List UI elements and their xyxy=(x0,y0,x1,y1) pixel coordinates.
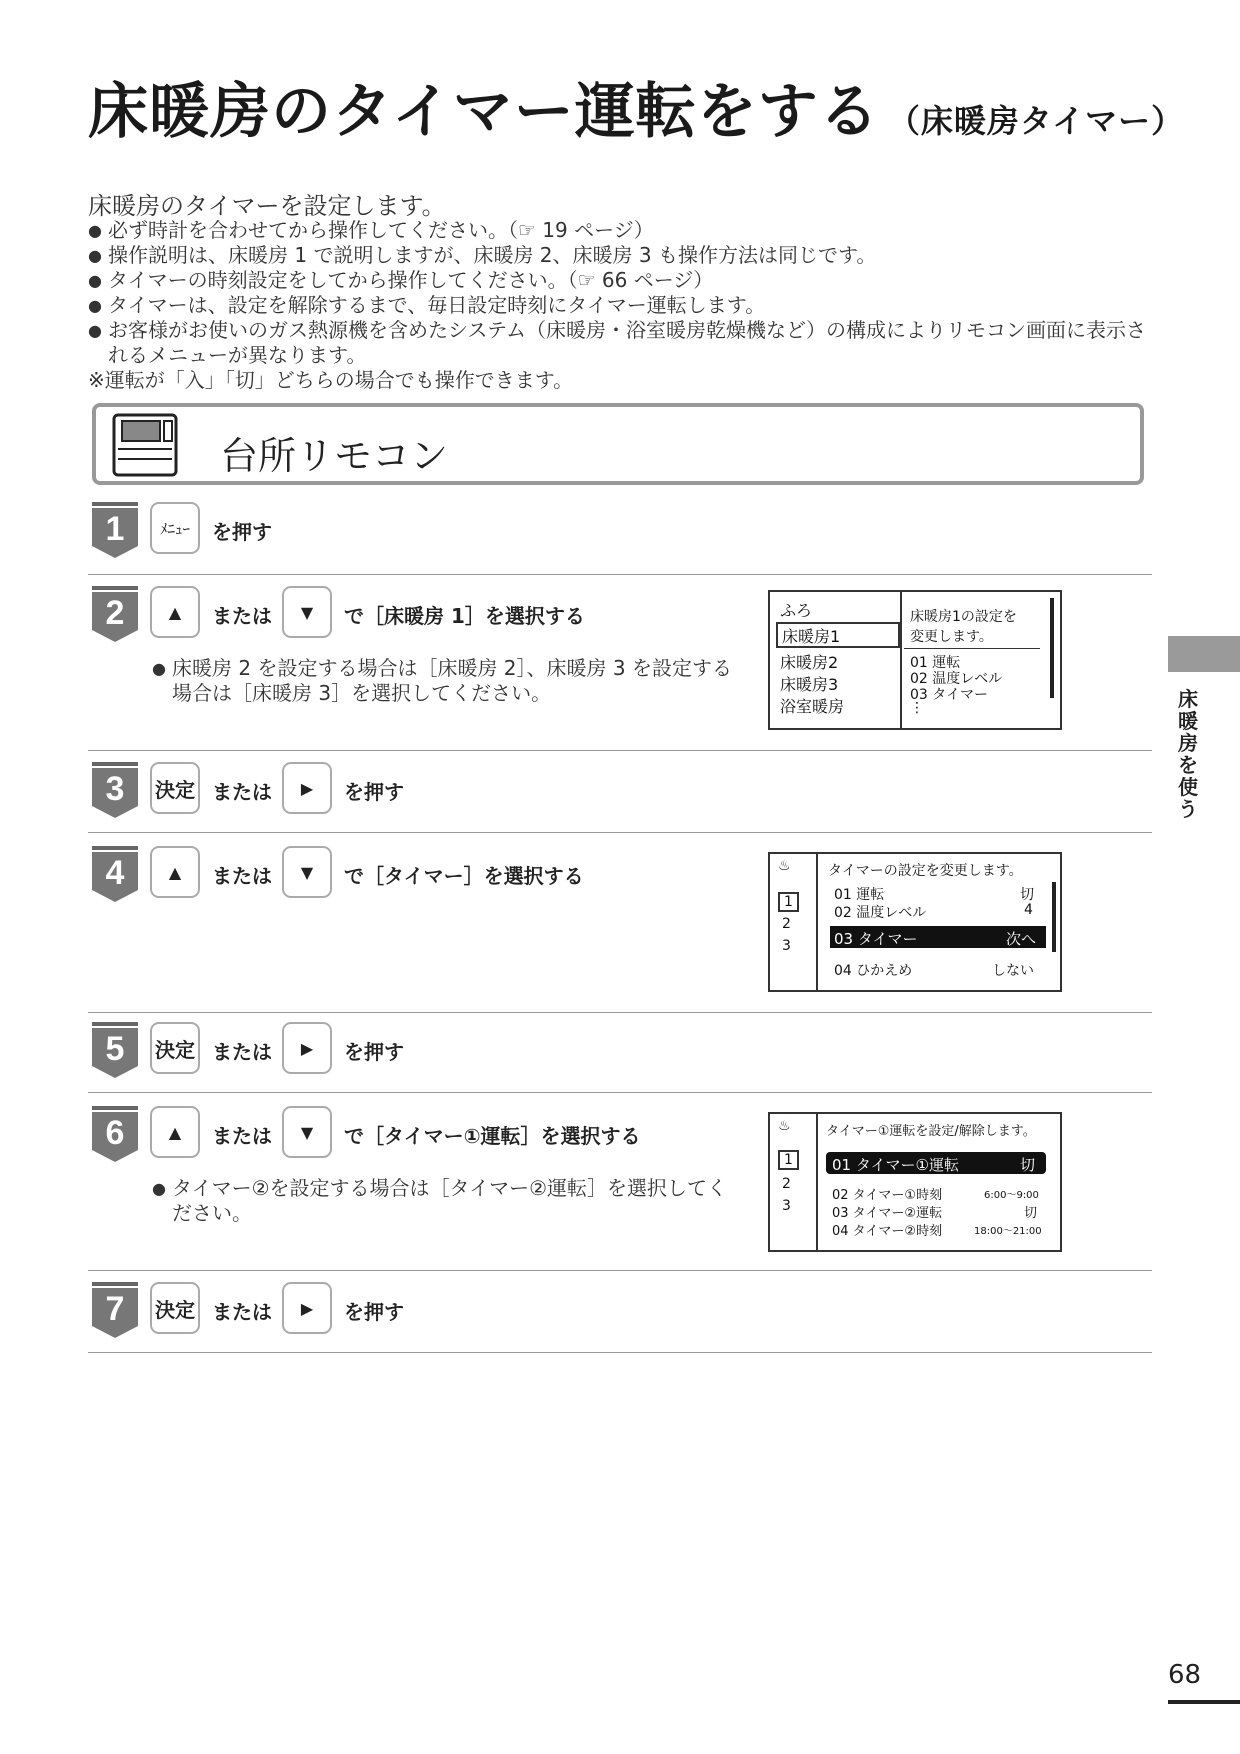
screen-row-value: 18:00～21:00 xyxy=(974,1226,1042,1237)
svg-text:1: 1 xyxy=(105,510,125,548)
floor-heat-tab: 1 xyxy=(778,892,799,912)
step-number-badge xyxy=(92,1282,140,1338)
step-instruction: を押す xyxy=(344,780,404,804)
page-number-underline xyxy=(1168,1700,1240,1704)
screen-row-label: 02 タイマー①時刻 xyxy=(832,1188,943,1203)
kettei-key[interactable]: 決定 xyxy=(150,1282,200,1334)
screen-option: ⋮ xyxy=(910,700,924,716)
screen-row-label: 03 タイマー②運転 xyxy=(832,1206,943,1221)
or-text: または xyxy=(212,604,272,628)
remote-control-icon xyxy=(112,413,178,477)
right-arrow-icon: ▶ xyxy=(300,1298,314,1318)
page-subtitle: （床暖房タイマー） xyxy=(887,102,1185,140)
menu-key[interactable]: ﾒﾆｭｰ xyxy=(150,502,200,554)
divider xyxy=(88,832,1152,833)
step-number-badge xyxy=(92,762,140,818)
screen-row-label: 01 運転 xyxy=(834,887,885,903)
remote-header-box xyxy=(92,403,1144,485)
or-text: または xyxy=(212,1040,272,1064)
bath-icon: ♨ xyxy=(778,858,791,874)
bullet-item: ● 操作説明は、床暖房 1 で説明しますが、床暖房 2、床暖房 3 も操作方法は同じです。 xyxy=(88,243,1148,268)
screen-row-label: 02 温度レベル xyxy=(834,905,927,921)
up-arrow-icon: ▲ xyxy=(168,602,182,622)
note-text: ※運転が「入」「切」どちらの場合でも操作できます。 xyxy=(88,368,574,392)
up-arrow-key[interactable] xyxy=(150,846,200,898)
chapter-label: 床暖房を使う xyxy=(1178,687,1198,821)
screen-menu-item: 床暖房2 xyxy=(780,653,839,672)
step-instruction: で［床暖房 1］を選択する xyxy=(344,604,585,628)
page-number: 68 xyxy=(1168,1660,1202,1690)
step-instruction: で［タイマー］を選択する xyxy=(344,864,584,888)
screen-row-label: 04 タイマー②時刻 xyxy=(832,1224,943,1239)
remote-title: 台所リモコン xyxy=(220,434,449,478)
floor-heat-tab: 2 xyxy=(782,1176,791,1192)
svg-text:2: 2 xyxy=(105,594,125,632)
remote-screen-3 xyxy=(768,1112,1062,1252)
remote-screen-1 xyxy=(768,590,1062,730)
divider xyxy=(88,750,1152,751)
screen-menu-item-selected: 床暖房1 xyxy=(776,622,900,648)
floor-heat-tab: 3 xyxy=(782,938,791,954)
right-arrow-icon: ▶ xyxy=(300,778,314,798)
screen-menu-item: 浴室暖房 xyxy=(780,697,845,716)
bullet-item: ● お客様がお使いのガス熱源機を含めたシステム（床暖房・浴室暖房乾燥機など）の構成によりリモコン画面に表示されるメニューが異なります。 xyxy=(88,318,1148,368)
kettei-key[interactable]: 決定 xyxy=(150,1022,200,1074)
divider xyxy=(88,574,1152,575)
down-arrow-key[interactable] xyxy=(282,846,332,898)
kettei-key[interactable]: 決定 xyxy=(150,762,200,814)
step-note: ● 床暖房 2 を設定する場合は［床暖房 2］、床暖房 3 を設定する場合は［床暖房 3］を選択してください。 xyxy=(152,656,732,706)
screen-row-value-selected: 次へ xyxy=(1006,930,1037,948)
floor-heat-tab: 2 xyxy=(782,916,791,932)
divider xyxy=(88,1270,1152,1271)
step-number-badge xyxy=(92,502,140,558)
screen-row-value: 4 xyxy=(1024,902,1033,918)
screen-row-value: 6:00～9:00 xyxy=(984,1190,1039,1201)
or-text: または xyxy=(212,1124,272,1148)
up-arrow-icon: ▲ xyxy=(168,862,182,882)
step-instruction: を押す xyxy=(212,520,272,544)
svg-text:7: 7 xyxy=(105,1290,125,1328)
screen-menu-item: ふろ xyxy=(780,601,813,620)
up-arrow-icon: ▲ xyxy=(168,1122,182,1142)
bullet-item: ● 必ず時計を合わせてから操作してください。（☞ 19 ページ） xyxy=(88,218,1148,243)
or-text: または xyxy=(212,780,272,804)
screen-row-value-selected: 切 xyxy=(1020,1156,1036,1174)
screen-row-label-selected: 03 タイマー xyxy=(834,930,918,948)
step-number-badge xyxy=(92,1106,140,1162)
down-arrow-icon: ▼ xyxy=(300,602,314,622)
screen-option: 02 温度レベル xyxy=(910,671,1003,687)
bullet-item: ● タイマーの時刻設定をしてから操作してください。（☞ 66 ページ） xyxy=(88,268,1148,293)
step-number-badge xyxy=(92,846,140,902)
step-instruction: で［タイマー①運転］を選択する xyxy=(344,1124,641,1148)
divider xyxy=(88,1352,1152,1353)
up-arrow-key[interactable] xyxy=(150,1106,200,1158)
remote-screen-2 xyxy=(768,852,1062,992)
divider xyxy=(88,1092,1152,1093)
screen-header: タイマー①運転を設定/解除します。 xyxy=(826,1124,1036,1139)
or-text: または xyxy=(212,1300,272,1324)
step-number-badge xyxy=(92,586,140,642)
down-arrow-icon: ▼ xyxy=(300,1122,314,1142)
screen-row-label: 04 ひかえめ xyxy=(834,963,913,979)
right-arrow-icon: ▶ xyxy=(300,1038,314,1058)
svg-text:5: 5 xyxy=(105,1030,125,1068)
down-arrow-key[interactable] xyxy=(282,1106,332,1158)
right-arrow-key[interactable] xyxy=(282,762,332,814)
svg-text:3: 3 xyxy=(105,770,125,808)
screen-message: 床暖房1の設定を xyxy=(910,609,1017,625)
screen-row-value: 切 xyxy=(1020,887,1034,903)
chapter-tab xyxy=(1168,636,1240,672)
right-arrow-key[interactable] xyxy=(282,1022,332,1074)
screen-menu-item: 床暖房3 xyxy=(780,675,839,694)
bullet-item: ● タイマーは、設定を解除するまで、毎日設定時刻にタイマー運転します。 xyxy=(88,293,1148,318)
or-text: または xyxy=(212,864,272,888)
step-number-badge xyxy=(92,1022,140,1078)
screen-header: タイマーの設定を変更します。 xyxy=(828,863,1023,879)
up-arrow-key[interactable] xyxy=(150,586,200,638)
screen-message: 変更します。 xyxy=(910,629,993,645)
svg-text:4: 4 xyxy=(105,854,125,892)
floor-heat-tab: 3 xyxy=(782,1198,791,1214)
step-instruction: を押す xyxy=(344,1040,404,1064)
page-title: 床暖房のタイマー運転をする （床暖房タイマー） xyxy=(88,77,1185,147)
step-note: ● タイマー②を設定する場合は［タイマー②運転］を選択してください。 xyxy=(152,1176,732,1226)
svg-text:6: 6 xyxy=(105,1114,125,1152)
screen-option: 01 運転 xyxy=(910,655,961,671)
floor-heat-tab: 1 xyxy=(778,1150,799,1170)
screen-row-label-selected: 01 タイマー①運転 xyxy=(832,1156,960,1174)
step-instruction: を押す xyxy=(344,1300,404,1324)
down-arrow-icon: ▼ xyxy=(300,862,314,882)
right-arrow-key[interactable] xyxy=(282,1282,332,1334)
screen-option: 03 タイマー xyxy=(910,687,988,703)
divider xyxy=(88,1012,1152,1013)
down-arrow-key[interactable] xyxy=(282,586,332,638)
screen-row-value: 切 xyxy=(1024,1206,1038,1221)
bath-icon: ♨ xyxy=(778,1118,791,1134)
intro-text: 床暖房のタイマーを設定します。 xyxy=(88,192,446,220)
bullet-list xyxy=(88,218,1148,393)
screen-row-value: しない xyxy=(992,963,1034,979)
